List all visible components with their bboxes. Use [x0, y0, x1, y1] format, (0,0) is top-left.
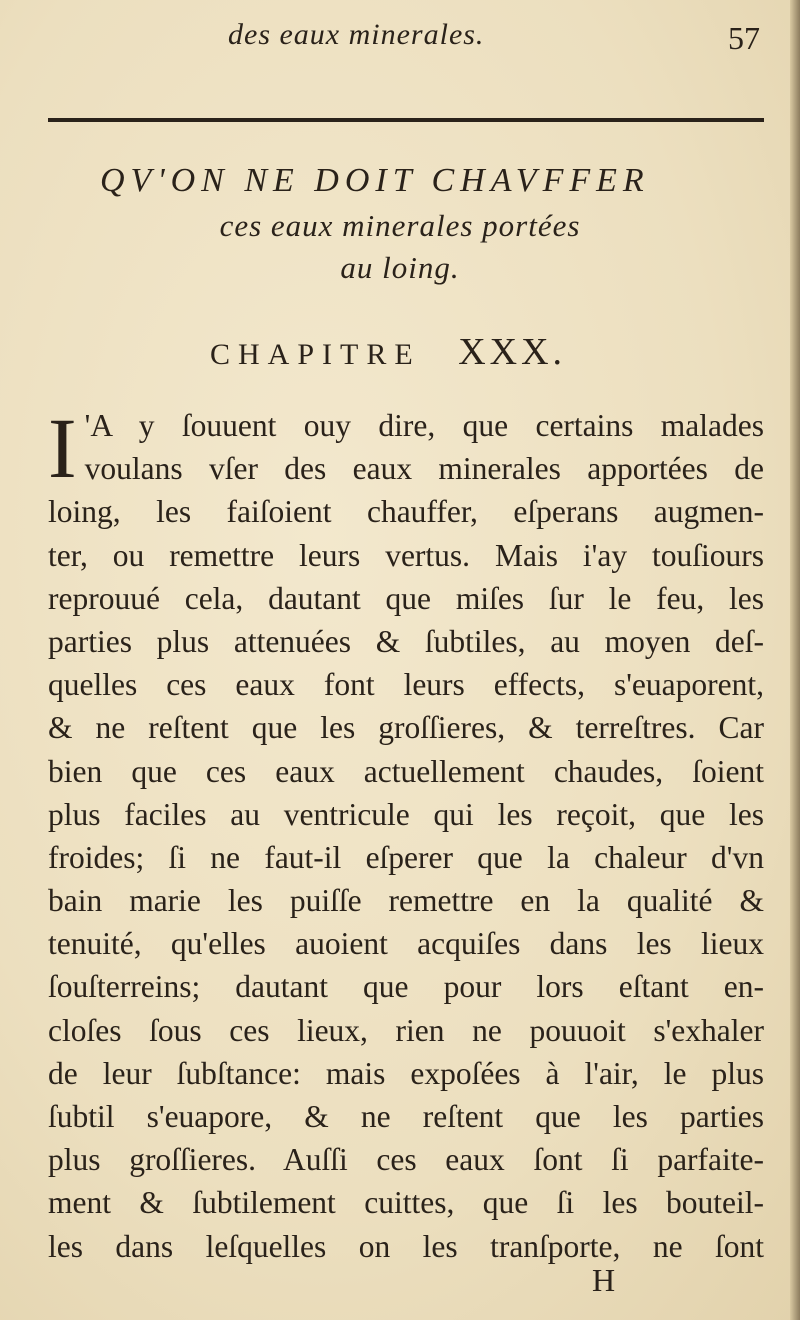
chapter-heading: [210, 330, 566, 374]
page-number: 57: [728, 20, 760, 56]
header-rule: [48, 118, 764, 122]
text-line: ſouſterreins; dautant que pour lors eſtant en-: [48, 969, 764, 1005]
text-line: loing, les faiſoient chauffer, eſperans augmen-: [48, 494, 764, 530]
text-line: de leur ſubſtance: mais expoſées à l'air, le plus: [48, 1055, 764, 1091]
catchword: H: [592, 1262, 616, 1298]
page-edge-shadow: [790, 0, 800, 1320]
text-line: reprouué cela, dautant que miſes ſur le feu, les: [48, 580, 764, 616]
chapter-number: XXX.: [458, 331, 567, 373]
chapter-title-line-1: QV'ON NE DOIT CHAVFFER: [100, 162, 650, 199]
text-line: plus faciles au ventricule qui les reçoit, que les: [48, 796, 764, 832]
text-line: bain marie les puiſſe remettre en la qualité &: [48, 883, 764, 919]
text-line: les dans leſquelles on les tranſporte, ne ſont: [48, 1228, 764, 1264]
body-text: [48, 400, 764, 1268]
running-head: des eaux minerales.: [228, 18, 485, 51]
chapter-title-line-3: au loing.: [340, 250, 460, 285]
chapter-label: CHAPITRE: [210, 338, 421, 371]
text-line: 'A y ſouuent ouy dire, que certains malades: [84, 408, 764, 443]
drop-cap: I: [48, 400, 77, 496]
text-line: ſubtil s'euapore, & ne reſtent que les parties: [48, 1099, 764, 1134]
body-lines: [48, 400, 764, 1268]
chapter-title-line-2: ces eaux minerales portées: [219, 208, 581, 243]
text-line: ment & ſubtilement cuittes, que ſi les bouteil-: [48, 1185, 764, 1221]
text-line: froides; ſi ne faut-il eſperer que la chaleur d'vn: [48, 839, 764, 875]
text-line: voulans vſer des eaux minerales apportées de: [84, 451, 764, 487]
text-line: plus groſſieres. Auſſi ces eaux ſont ſi parfaite-: [48, 1142, 764, 1178]
text-line: & ne reſtent que les groſſieres, & terreſtres. Car: [48, 710, 764, 746]
text-line: tenuité, qu'elles auoient acquiſes dans les lieux: [48, 926, 764, 962]
text-line: cloſes ſous ces lieux, rien ne pouuoit s'exhaler: [48, 1012, 764, 1048]
text-line: bien que ces eaux actuellement chaudes, ſoient: [48, 753, 764, 789]
text-line: parties plus attenuées & ſubtiles, au moyen deſ-: [48, 623, 764, 659]
text-line: ter, ou remettre leurs vertus. Mais i'ay touſiours: [48, 537, 764, 573]
text-line: quelles ces eaux font leurs effects, s'euaporent,: [48, 667, 764, 703]
